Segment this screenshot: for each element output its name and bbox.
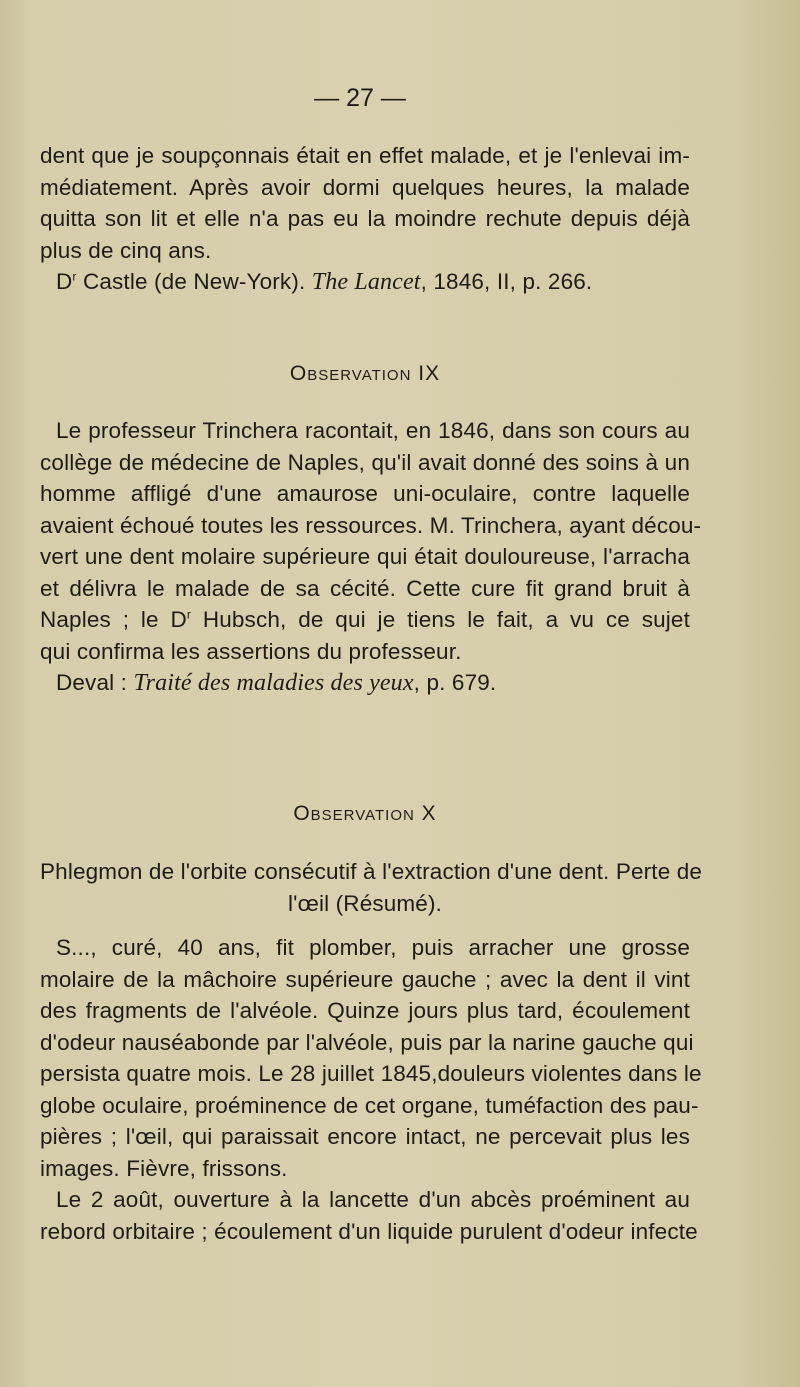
text-line: avaient échoué toutes les ressources. M. Trinchera, ayant décou- — [40, 512, 702, 538]
observation-x-body — [40, 932, 702, 1247]
text-line: persista quatre mois. Le 28 juillet 1845,douleurs violentes dans le — [40, 1061, 702, 1086]
text-line: d'odeur nauséabonde par l'alvéole, puis par la narine gauche qui — [40, 1029, 694, 1055]
observation-ix-title: Observation IX — [289, 362, 441, 385]
subtitle-line: Phlegmon de l'orbite consécutif à l'extraction d'une dent. Perte de — [40, 859, 703, 884]
text-line: S..., curé, 40 ans, fit plomber, puis arracher une grosse — [56, 935, 690, 960]
observation-ix-body — [40, 415, 702, 699]
reference-castle: $D^r$ Castle (de New-York). The Lancet, 1846, II, p. 266. — [56, 269, 593, 295]
reference-deval: Deval : Traité des maladies des yeux, p. 679. — [56, 670, 497, 696]
text-line: molaire de la mâchoire supérieure gauche ; avec la dent il vint — [40, 966, 690, 992]
text-line: vert une dent molaire supérieure qui était douloureuse, l'arracha — [40, 544, 690, 569]
text-line: globe oculaire, proéminence de cet organe, tuméfaction des pau- — [40, 1092, 699, 1118]
text-line: médiatement. Après avoir dormi quelques heures, la malade — [40, 174, 690, 200]
text-line: qui confirma les assertions du professeur. — [40, 638, 462, 664]
text-line: Le professeur Trinchera racontait, en 1846, dans son cours au — [56, 418, 690, 443]
text-line: Le 2 août, ouverture à la lancette d'un abcès proéminent au — [56, 1187, 690, 1212]
text-line: pières ; l'œil, qui paraissait encore intact, ne percevait plus les — [40, 1124, 690, 1149]
text-line: rebord orbitaire ; écoulement d'un liquide purulent d'odeur infecte — [40, 1218, 698, 1244]
text-line: collège de médecine de Naples, qu'il avait donné des soins à un — [40, 449, 690, 475]
observation-x-subtitle — [40, 856, 703, 919]
text-line: images. Fièvre, frissons. — [40, 1155, 288, 1181]
paragraph-continuation — [40, 140, 690, 298]
text-line: Naples ; le $D^r$ Hubsch, de qui je tiens le fait, a vu ce sujet — [40, 607, 690, 632]
text-line: quitta son lit et elle n'a pas eu la moindre rechute depuis déjà — [40, 206, 690, 231]
text-line: dent que je soupçonnais était en effet malade, et je l'enlevai im- — [40, 143, 690, 168]
text-line: et délivra le malade de sa cécité. Cette cure fit grand bruit à — [40, 575, 690, 601]
subtitle-line: l'œil (Résumé). — [287, 890, 443, 916]
text-line: plus de cinq ans. — [40, 237, 212, 263]
text-line: des fragments de l'alvéole. Quinze jours plus tard, écoulement — [40, 998, 690, 1023]
journal-title: The Lancet — [311, 269, 421, 295]
page-number: — 27 — — [314, 84, 406, 112]
observation-x-title: Observation X — [293, 802, 437, 825]
book-title: Traité des maladies des yeux — [133, 670, 414, 696]
text-line: homme affligé d'une amaurose uni-oculaire, contre laquelle — [40, 481, 690, 506]
